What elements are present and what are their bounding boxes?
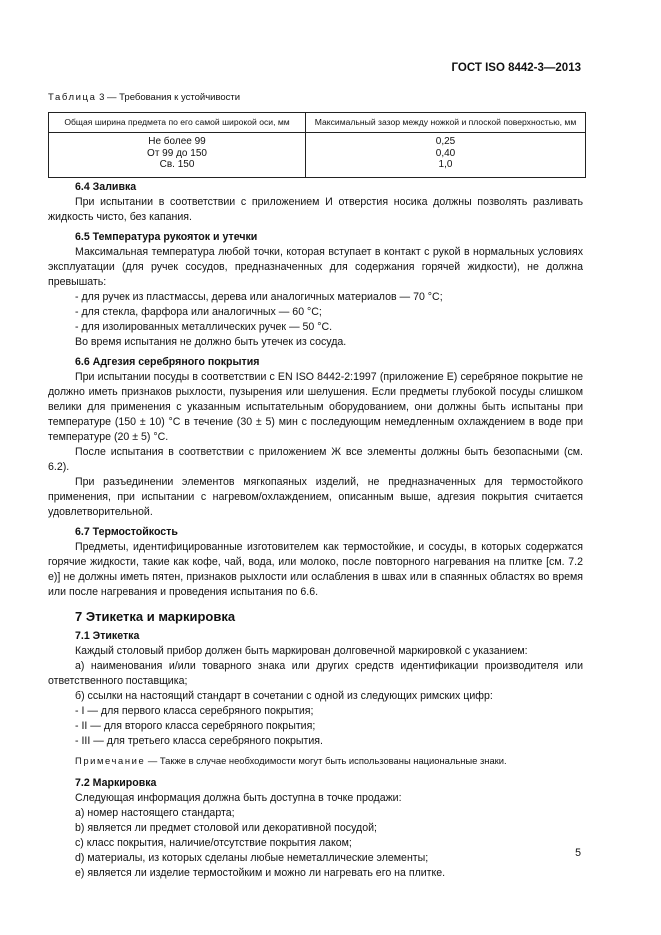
note-label: Примечание	[75, 755, 146, 766]
section-6-7-heading: 6.7 Термостойкость	[75, 526, 178, 538]
note-text: — Также в случае необходимости могут быть использованы национальные знаки.	[147, 755, 507, 766]
section-6-4-paragraph: При испытании в соответствии с приложением И отверстия носика должны позволять разливать жидкость чисто, без капания.	[48, 196, 583, 223]
list-item-b: б) ссылки на настоящий стандарт в сочетании с одной из следующих римских цифр:	[75, 690, 493, 702]
section-6-5-heading: 6.5 Температура рукояток и утечки	[75, 231, 258, 243]
list-item: - для стекла, фарфора или аналогичных — 60 °С;	[75, 306, 322, 318]
list-item: - для ручек из пластмассы, дерева или аналогичных материалов — 70 °С;	[75, 291, 443, 303]
note	[75, 753, 583, 768]
table-cell: Не более 99	[148, 136, 206, 147]
standard-header: ГОСТ ISO 8442-3—2013	[451, 62, 581, 74]
list-item: а) номер настоящего стандарта;	[75, 807, 235, 819]
list-item: b) является ли предмет столовой или декоративной посудой;	[75, 822, 377, 834]
table-header-gap: Максимальный зазор между ножкой и плоской поверхностью, мм	[306, 113, 586, 133]
list-item: d) материалы, из которых сделаны любые неметаллические элементы;	[75, 852, 429, 864]
page-number: 5	[575, 847, 581, 859]
section-7-1-heading: 7.1 Этикетка	[75, 630, 140, 642]
section-6-7-paragraph: Предметы, идентифицированные изготовителем как термостойкие, и сосуды, в которых содержатся горячие жидкости, такие как кофе, чай, вода, или молоко, после повторного нагревания на плитке [см. 7.2 е)] не должны иметь пятен, признаков рыхлости или ослабления в швах или в спаянных областях во время или после нагревания и проведения испытания по 6.6.	[48, 541, 583, 598]
list-item: - для изолированных металлических ручек — 50 °С.	[75, 321, 333, 333]
table-caption	[48, 90, 240, 105]
section-7-1-paragraph: Каждый столовый прибор должен быть маркирован долговечной маркировкой с указанием:	[75, 645, 528, 657]
stability-requirements-table	[48, 112, 586, 178]
table-cell: 0,25	[435, 136, 456, 147]
section-7-heading: 7 Этикетка и маркировка	[75, 609, 236, 624]
table-cell: Св. 150	[159, 159, 195, 170]
table-caption-text: 3 — Требования к устойчивости	[99, 92, 241, 103]
table-cell: 1,0	[438, 159, 453, 170]
list-item: - II — для второго класса серебряного покрытия;	[75, 720, 316, 732]
section-6-6-paragraph-3: При разъединении элементов мягкопаяных изделий, не предназначенных для термостойкого применения, при испытании с нагревом/охлаждением, описанным выше, адгезия покрытия считается удовлетворительной.	[48, 476, 583, 518]
list-item: - I — для первого класса серебряного покрытия;	[75, 705, 314, 717]
section-6-5-paragraph: Максимальная температура любой точки, которая вступает в контакт с рукой в нормальных условиях эксплуатации (для ручек сосудов, предназначенных для содержания горячей жидкости), не должна превышать:	[48, 246, 583, 288]
section-6-6-paragraph-2: После испытания в соответствии с приложением Ж все элементы должны быть безопасными (см. 6.2).	[48, 446, 583, 473]
list-item: - III — для третьего класса серебряного покрытия.	[75, 735, 323, 747]
table-cell: 0,40	[435, 147, 456, 159]
section-7-2-paragraph: Следующая информация должна быть доступна в точке продажи:	[75, 792, 402, 804]
section-6-4-heading: 6.4 Заливка	[75, 181, 137, 193]
width-values-cell	[49, 133, 306, 178]
table-cell: От 99 до 150	[147, 147, 207, 159]
gap-values-cell	[306, 133, 586, 178]
section-6-6-paragraph: При испытании посуды в соответствии с EN ISO 8442-2:1997 (приложение Е) серебряное покрытие не должно иметь признаков рыхлости, пузырения или шелушения. Если предметы глубокой посуды слишком велики для применения с указанным испытательным оборудованием, они должны быть испытаны при температуре (150 ± 10) °С в течение (30 ± 5) мин с последующим немедленным охлаждением в воде при температуре (20 ± 5) °С.	[48, 371, 583, 443]
list-item: e) является ли изделие термостойким и можно ли нагревать его на плитке.	[75, 867, 446, 879]
section-6-5-leak-paragraph: Во время испытания не должно быть утечек из сосуда.	[75, 336, 347, 348]
list-item-a: а) наименования и/или товарного знака или других средств идентификации производителя или ответственного поставщика;	[48, 660, 583, 687]
document-body	[48, 180, 583, 881]
section-6-6-heading: 6.6 Адгезия серебряного покрытия	[75, 356, 260, 368]
table-row	[49, 133, 586, 178]
list-item: c) класс покрытия, наличие/отсутствие покрытия лаком;	[75, 837, 352, 849]
table-header-width: Общая ширина предмета по его самой широкой оси, мм	[49, 113, 306, 133]
table-caption-label: Таблица	[48, 92, 97, 103]
section-7-2-heading: 7.2 Маркировка	[75, 777, 157, 789]
